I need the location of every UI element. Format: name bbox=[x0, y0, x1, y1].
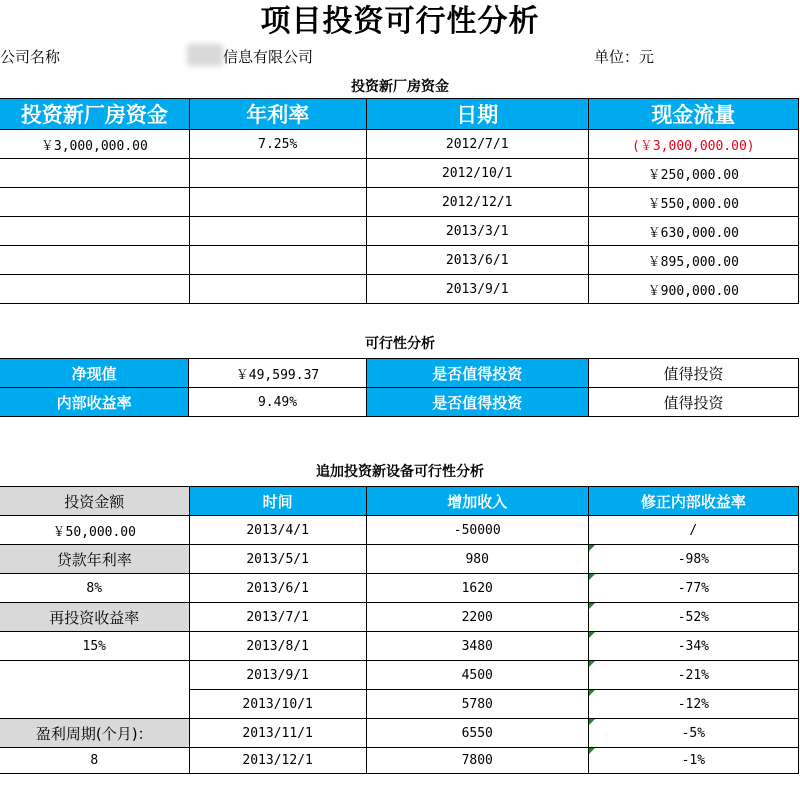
invest-amount-label: 投资金额 bbox=[0, 487, 189, 516]
mirr-cell[interactable]: -52% bbox=[588, 603, 798, 632]
empty-cell[interactable] bbox=[0, 661, 189, 719]
table-row bbox=[0, 719, 799, 748]
empty-cell[interactable] bbox=[0, 246, 189, 275]
mirr-cell[interactable]: -12% bbox=[588, 690, 798, 719]
header-time: 时间 bbox=[189, 487, 366, 516]
empty-cell[interactable] bbox=[0, 188, 189, 217]
worth-answer[interactable]: 值得投资 bbox=[588, 359, 798, 388]
header-cashflow: 现金流量 bbox=[588, 99, 798, 130]
empty-cell[interactable] bbox=[0, 159, 189, 188]
date-cell[interactable]: 2013/8/1 bbox=[189, 632, 366, 661]
income-cell[interactable]: 3480 bbox=[366, 632, 588, 661]
date-cell[interactable]: 2013/3/1 bbox=[366, 217, 588, 246]
empty-cell[interactable] bbox=[189, 275, 366, 304]
mirr-cell[interactable]: -77% bbox=[588, 574, 798, 603]
mirr-cell[interactable]: -1% bbox=[588, 748, 798, 774]
empty-cell[interactable] bbox=[189, 246, 366, 275]
empty-cell[interactable] bbox=[189, 217, 366, 246]
irr-value[interactable]: 9.49% bbox=[189, 388, 366, 417]
npv-label: 净现值 bbox=[0, 359, 189, 388]
cashflow-cell[interactable]: ￥900,000.00 bbox=[588, 275, 798, 304]
date-cell[interactable]: 2013/10/1 bbox=[189, 690, 366, 719]
date-cell[interactable]: 2013/9/1 bbox=[366, 275, 588, 304]
date-cell[interactable]: 2013/6/1 bbox=[189, 574, 366, 603]
irr-label: 内部收益率 bbox=[0, 388, 189, 417]
header-date: 日期 bbox=[366, 99, 588, 130]
income-cell[interactable]: 4500 bbox=[366, 661, 588, 690]
header-income: 增加收入 bbox=[366, 487, 588, 516]
worth-question: 是否值得投资 bbox=[366, 388, 588, 417]
table-row bbox=[0, 275, 799, 304]
date-cell[interactable]: 2013/9/1 bbox=[189, 661, 366, 690]
table-row bbox=[0, 516, 799, 545]
unit-label: 单位：元 bbox=[594, 48, 655, 66]
header-rate: 年利率 bbox=[189, 99, 366, 130]
income-cell[interactable]: 980 bbox=[366, 545, 588, 574]
header-mirr: 修正内部收益率 bbox=[588, 487, 798, 516]
npv-value[interactable]: ￥49,599.37 bbox=[189, 359, 366, 388]
investment-amount[interactable]: ￥3,000,000.00 bbox=[0, 130, 189, 159]
table-row bbox=[0, 603, 799, 632]
investment-header-row bbox=[0, 99, 799, 130]
income-cell[interactable]: 7800 bbox=[366, 748, 588, 774]
table-row bbox=[0, 661, 799, 690]
cashflow-cell[interactable]: ￥630,000.00 bbox=[588, 217, 798, 246]
worth-answer[interactable]: 值得投资 bbox=[588, 388, 798, 417]
date-cell[interactable]: 2013/7/1 bbox=[189, 603, 366, 632]
table-row bbox=[0, 574, 799, 603]
date-cell[interactable]: 2013/4/1 bbox=[189, 516, 366, 545]
empty-cell[interactable] bbox=[189, 159, 366, 188]
income-cell[interactable]: 5780 bbox=[366, 690, 588, 719]
date-cell[interactable]: 2013/11/1 bbox=[189, 719, 366, 748]
investment-section-title: 投资新厂房资金 bbox=[351, 79, 449, 95]
mirr-cell[interactable]: -5% bbox=[588, 719, 798, 748]
company-label: 公司名称 bbox=[0, 48, 61, 66]
table-row bbox=[0, 748, 799, 774]
income-cell[interactable]: -50000 bbox=[366, 516, 588, 545]
table-row bbox=[0, 159, 799, 188]
redacted-company-name bbox=[187, 44, 223, 66]
income-cell[interactable]: 1620 bbox=[366, 574, 588, 603]
date-cell[interactable]: 2012/10/1 bbox=[366, 159, 588, 188]
feasibility-section-title: 可行性分析 bbox=[365, 336, 435, 352]
company-name-suffix: 信息有限公司 bbox=[223, 48, 314, 66]
equipment-header-row bbox=[0, 487, 799, 516]
table-row bbox=[0, 359, 799, 388]
date-cell[interactable]: 2013/12/1 bbox=[189, 748, 366, 774]
worth-question: 是否值得投资 bbox=[366, 359, 588, 388]
empty-cell[interactable] bbox=[0, 217, 189, 246]
loan-rate-label: 贷款年利率 bbox=[0, 545, 189, 574]
cashflow-cell[interactable]: ￥895,000.00 bbox=[588, 246, 798, 275]
header-investment: 投资新厂房资金 bbox=[0, 99, 189, 130]
date-cell[interactable]: 2012/12/1 bbox=[366, 188, 588, 217]
date-cell[interactable]: 2013/6/1 bbox=[366, 246, 588, 275]
reinvest-rate-label: 再投资收益率 bbox=[0, 603, 189, 632]
income-cell[interactable]: 6550 bbox=[366, 719, 588, 748]
equipment-table bbox=[0, 486, 799, 774]
table-row bbox=[0, 217, 799, 246]
table-row bbox=[0, 188, 799, 217]
mirr-cell[interactable]: -98% bbox=[588, 545, 798, 574]
page-title: 项目投资可行性分析 bbox=[260, 4, 540, 39]
mirr-cell[interactable]: -34% bbox=[588, 632, 798, 661]
table-row bbox=[0, 632, 799, 661]
cashflow-cell[interactable]: ￥550,000.00 bbox=[588, 188, 798, 217]
income-cell[interactable]: 2200 bbox=[366, 603, 588, 632]
empty-cell[interactable] bbox=[189, 188, 366, 217]
loan-rate-value[interactable]: 8% bbox=[0, 574, 189, 603]
table-row bbox=[0, 388, 799, 417]
cashflow-cell[interactable]: (￥3,000,000.00) bbox=[588, 130, 798, 159]
payback-period-value[interactable]: 8 bbox=[0, 748, 189, 774]
investment-table bbox=[0, 98, 799, 304]
table-row bbox=[0, 545, 799, 574]
date-cell[interactable]: 2013/5/1 bbox=[189, 545, 366, 574]
equipment-section-title: 追加投资新设备可行性分析 bbox=[316, 464, 484, 480]
invest-amount-value[interactable]: ￥50,000.00 bbox=[0, 516, 189, 545]
date-cell[interactable]: 2012/7/1 bbox=[366, 130, 588, 159]
table-row bbox=[0, 246, 799, 275]
cashflow-cell[interactable]: ￥250,000.00 bbox=[588, 159, 798, 188]
table-row bbox=[0, 130, 799, 159]
reinvest-rate-value[interactable]: 15% bbox=[0, 632, 189, 661]
annual-rate[interactable]: 7.25% bbox=[189, 130, 366, 159]
mirr-cell[interactable]: -21% bbox=[588, 661, 798, 690]
mirr-cell[interactable]: / bbox=[588, 516, 798, 545]
empty-cell[interactable] bbox=[0, 275, 189, 304]
payback-period-label: 盈利周期(个月)： bbox=[0, 719, 189, 748]
feasibility-table bbox=[0, 358, 799, 417]
